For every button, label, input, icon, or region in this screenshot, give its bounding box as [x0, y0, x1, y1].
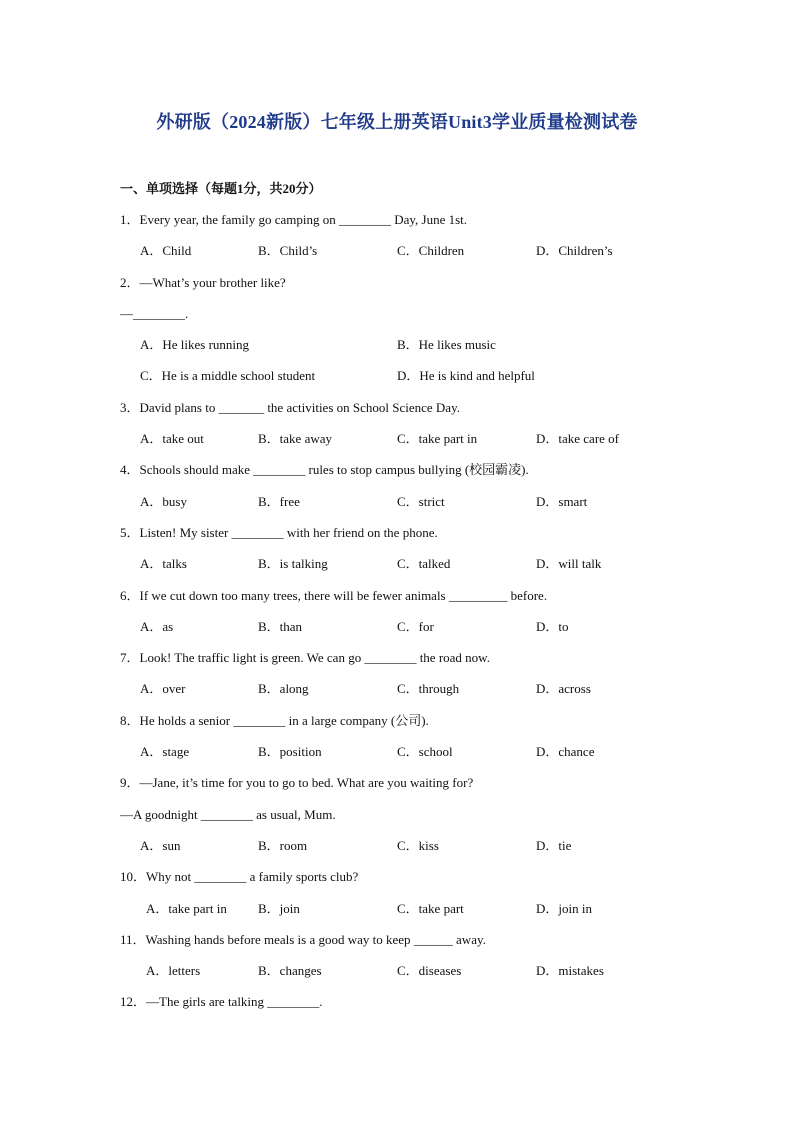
option-d[interactable]: D．smart — [536, 493, 588, 509]
option-b[interactable]: B．Child’s — [258, 243, 318, 259]
option-a[interactable]: A．Child — [140, 243, 192, 259]
option-row — [120, 678, 720, 700]
option-row — [120, 334, 720, 356]
question-stem: 7．Look! The traffic light is green. We can go ________ the road now. — [120, 650, 490, 666]
option-row — [120, 835, 720, 857]
option-b[interactable]: B．free — [258, 493, 300, 509]
question-stem: 3．David plans to _______ the activities on School Science Day. — [120, 399, 460, 415]
question-stem: 8．He holds a senior ________ in a large company (公司). — [120, 712, 429, 728]
option-a[interactable]: A．take part in — [146, 900, 227, 916]
question-stem: 1．Every year, the family go camping on ________ Day, June 1st. — [120, 212, 468, 227]
option-a[interactable]: A．take out — [140, 431, 204, 447]
option-b[interactable]: B．along — [258, 681, 309, 697]
option-b[interactable]: B．than — [258, 618, 303, 634]
option-row — [120, 240, 720, 262]
page-title: 外研版（2024新版）七年级上册英语Unit3学业质量检测试卷 — [156, 112, 638, 132]
option-c[interactable]: C．for — [397, 618, 434, 634]
option-b[interactable]: B．take away — [258, 431, 333, 447]
option-c[interactable]: C．kiss — [397, 837, 439, 853]
question-answer-line: —________. — [120, 305, 189, 321]
option-b[interactable]: B．changes — [258, 963, 322, 979]
question-stem: 2．—What’s your brother like? — [120, 274, 286, 290]
option-c[interactable]: C．take part in — [397, 431, 478, 447]
option-d[interactable]: D．to — [536, 618, 569, 634]
option-row — [120, 491, 720, 513]
question-answer-line: —A goodnight ________ as usual, Mum. — [120, 806, 336, 822]
option-d[interactable]: D．join in — [536, 900, 592, 916]
option-c[interactable]: C．talked — [397, 556, 451, 572]
option-d[interactable]: D．take care of — [536, 431, 620, 447]
option-c[interactable]: C．diseases — [397, 963, 462, 979]
option-b[interactable]: B．room — [258, 837, 308, 853]
option-a[interactable]: A．as — [140, 618, 174, 634]
option-c[interactable]: C．take part — [397, 900, 464, 916]
section-heading: 一、单项选择（每题1分，共20分） — [120, 181, 322, 196]
question-list — [120, 178, 720, 1023]
option-b[interactable]: B．He likes music — [397, 337, 496, 353]
option-c[interactable]: C．strict — [397, 493, 445, 509]
option-b[interactable]: B．is talking — [258, 556, 328, 572]
question-stem: 10．Why not ________ a family sports club? — [120, 869, 359, 885]
option-d[interactable]: D．across — [536, 681, 591, 697]
option-b[interactable]: B．join — [258, 900, 300, 916]
option-a[interactable]: A．over — [140, 681, 186, 697]
question-stem: 9．—Jane, it’s time for you to go to bed. What are you waiting for? — [120, 775, 474, 791]
option-a[interactable]: A．talks — [140, 556, 187, 572]
option-row — [120, 428, 720, 450]
option-row — [120, 960, 720, 982]
option-row — [120, 741, 720, 763]
option-d[interactable]: D．chance — [536, 744, 595, 760]
question-stem: 5．Listen! My sister ________ with her friend on the phone. — [120, 524, 438, 540]
option-row — [120, 898, 720, 920]
question-stem: 11．Washing hands before meals is a good way to keep ______ away. — [120, 931, 486, 947]
option-b[interactable]: B．position — [258, 744, 322, 760]
option-d[interactable]: D．mistakes — [536, 963, 604, 979]
option-d[interactable]: D．will talk — [536, 556, 602, 572]
question-stem: 12．—The girls are talking ________. — [120, 994, 323, 1010]
option-c[interactable]: C．Children — [397, 243, 465, 259]
option-a[interactable]: A．busy — [140, 493, 187, 509]
option-d[interactable]: D．Children’s — [536, 243, 613, 259]
option-row — [120, 616, 720, 638]
option-c[interactable]: C．He is a middle school student — [140, 368, 316, 384]
option-row — [120, 553, 720, 575]
option-row — [120, 365, 720, 387]
question-stem: 4．Schools should make ________ rules to stop campus bullying (校园霸凌). — [120, 462, 529, 478]
question-stem: 6．If we cut down too many trees, there will be fewer animals _________ before. — [120, 587, 548, 603]
option-a[interactable]: A．letters — [146, 963, 201, 979]
option-c[interactable]: C．school — [397, 744, 453, 760]
option-d[interactable]: D．He is kind and helpful — [397, 368, 535, 384]
option-a[interactable]: A．sun — [140, 837, 181, 853]
option-a[interactable]: A．stage — [140, 744, 190, 760]
option-c[interactable]: C．through — [397, 681, 460, 697]
option-a[interactable]: A．He likes running — [140, 337, 250, 353]
option-d[interactable]: D．tie — [536, 837, 572, 853]
